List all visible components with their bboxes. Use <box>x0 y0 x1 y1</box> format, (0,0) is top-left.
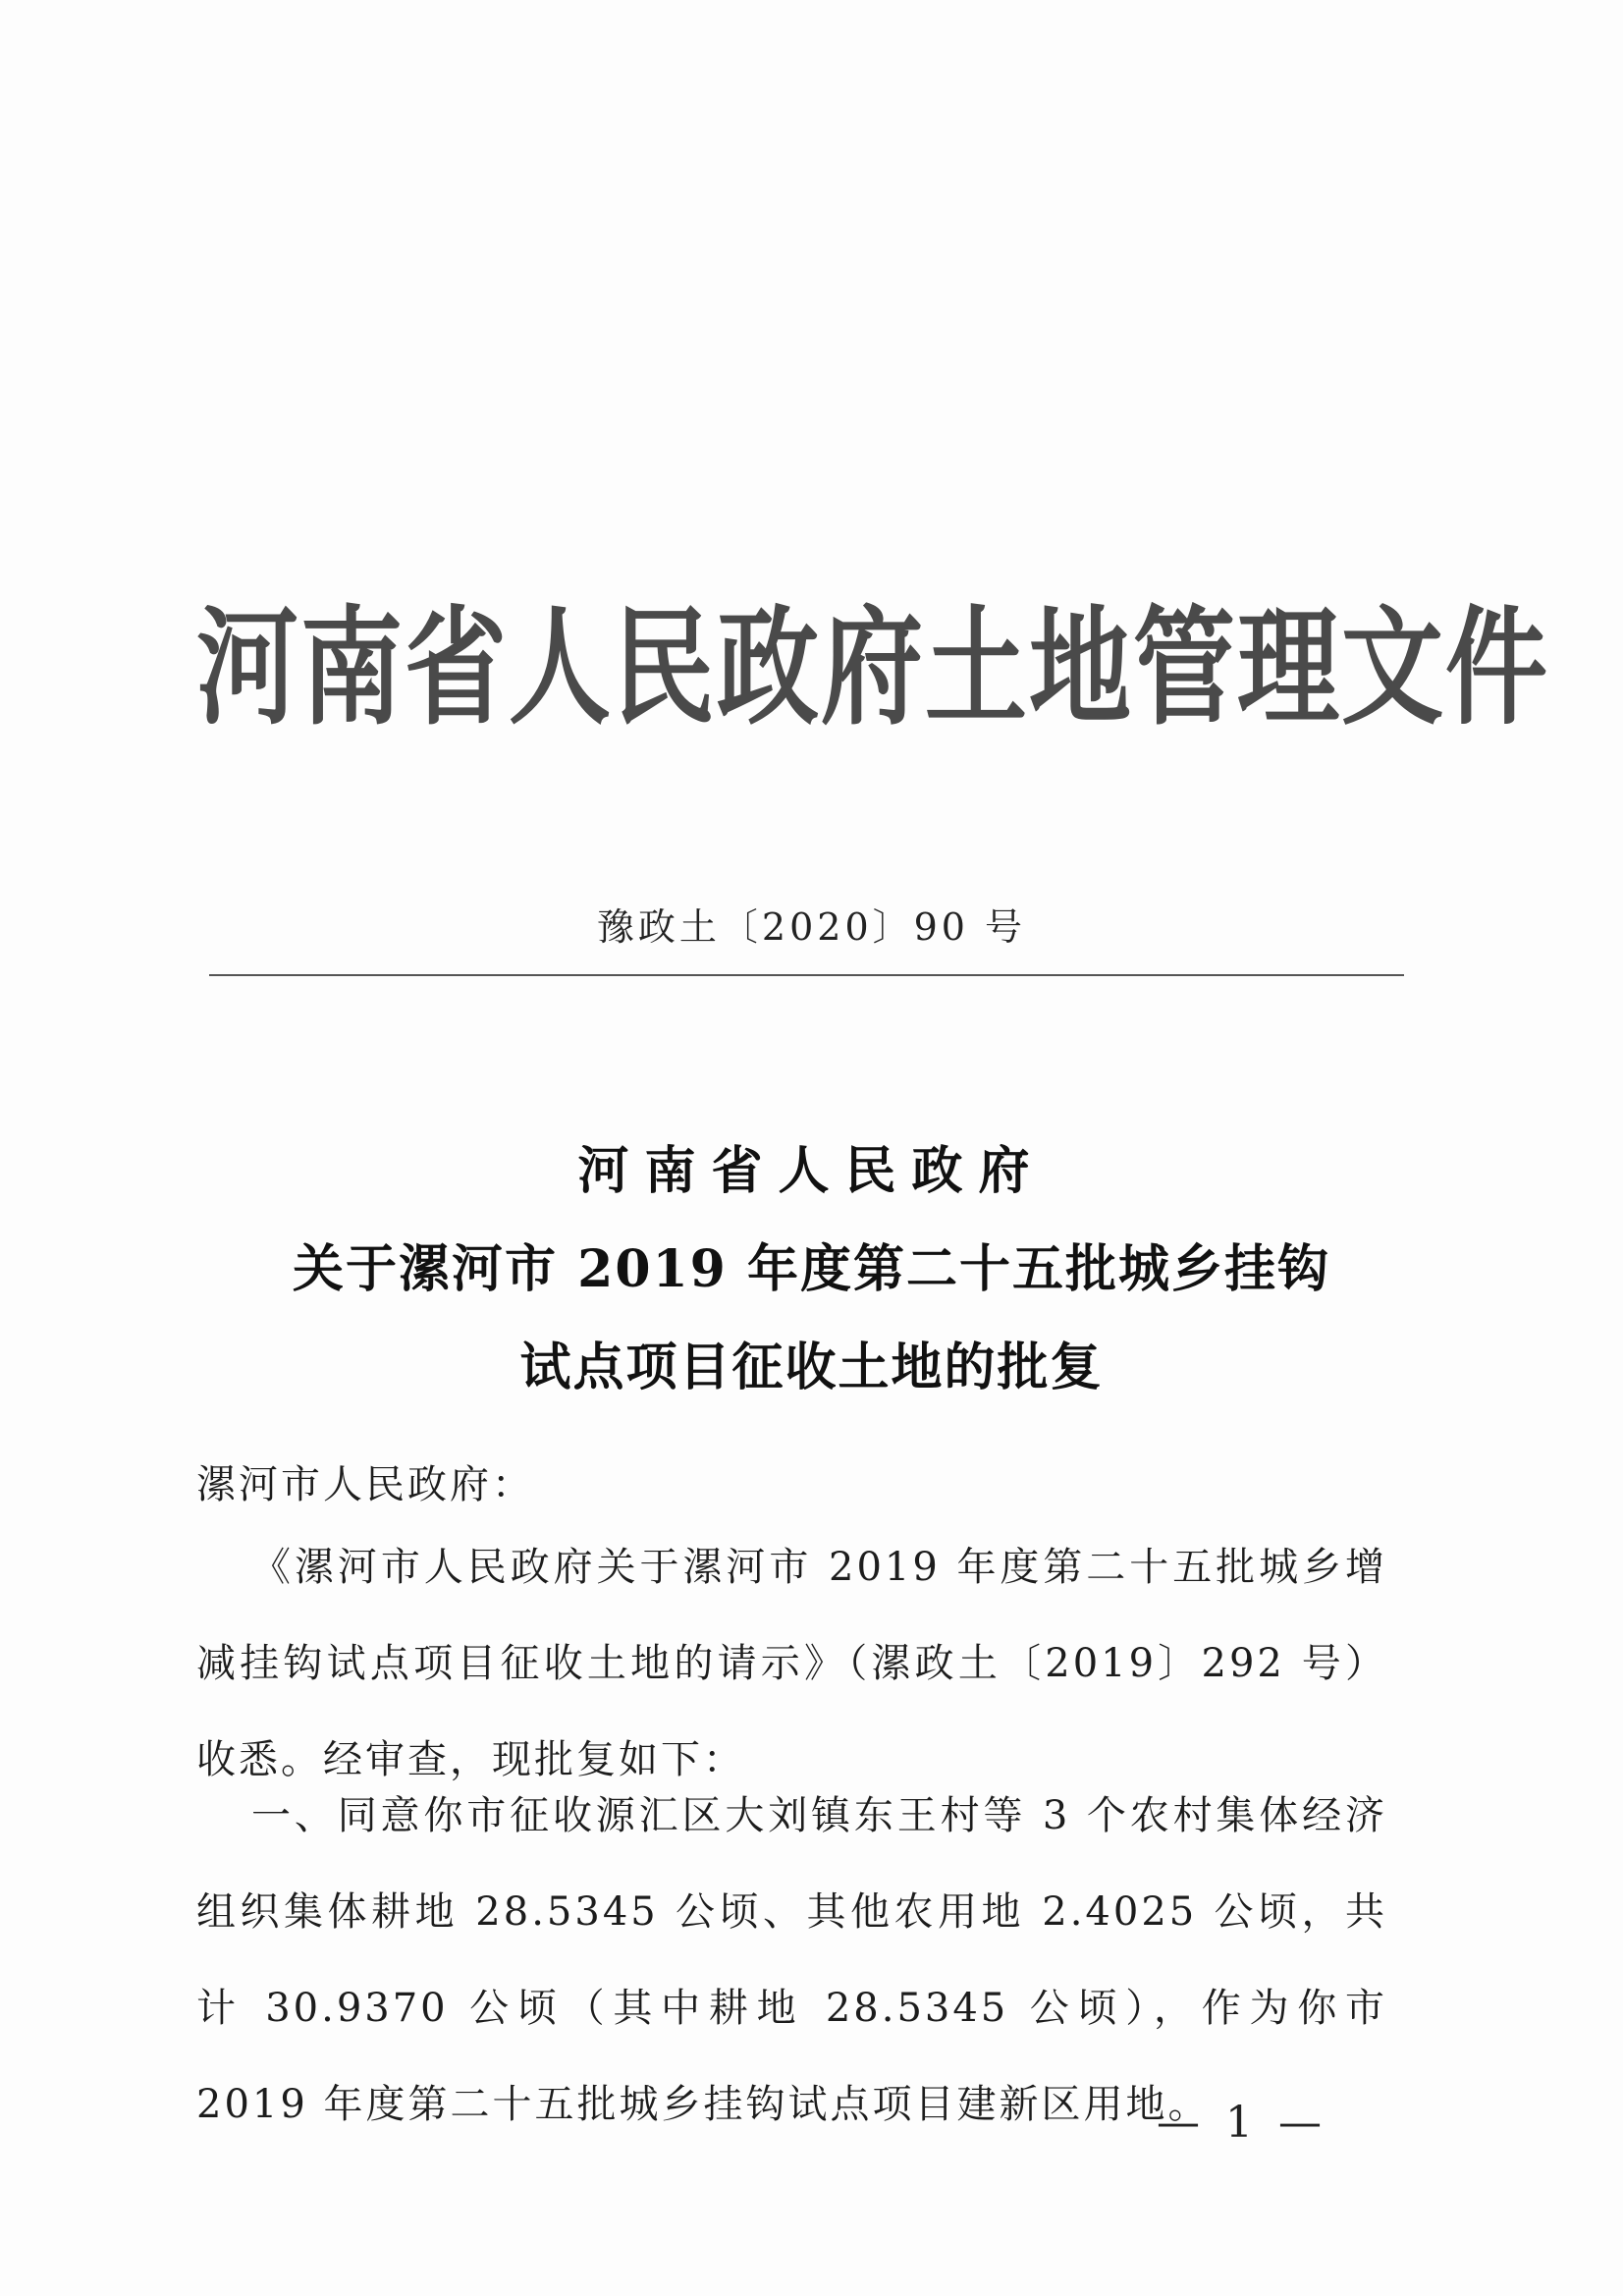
title-line-3: 试点项目征收土地的批复 <box>519 1338 1104 1397</box>
title-line-2: 关于漯河市 2019 年度第二十五批城乡挂钩 <box>293 1239 1330 1299</box>
document-number: 豫政土〔2020〕90 号 <box>596 905 1027 949</box>
document-masthead: 河南省人民政府土地管理文件 <box>196 592 1550 743</box>
body-paragraph-2: 一、同意你市征收源汇区大刘镇东王村等 3 个农村集体经济组织集体耕地 28.5345 公顷、其他农用地 2.4025 公顷，共计 30.9370 公顷（其中耕地 28.5345 公顷），作为你市 2019 年度第二十五批城乡挂钩试点项目建新区用地。 <box>196 1793 1387 2127</box>
salutation: 漯河市人民政府： <box>196 1462 534 1507</box>
page-number: — 1 — <box>1157 2098 1327 2148</box>
body-paragraph-1: 《漯河市人民政府关于漯河市 2019 年度第二十五批城乡增减挂钩试点项目征收土地的请示》（漯政土〔2019〕292 号）收悉。经审查，现批复如下： <box>196 1545 1387 1782</box>
header-divider <box>209 974 1404 976</box>
title-line-1: 河南省人民政府 <box>577 1141 1046 1201</box>
